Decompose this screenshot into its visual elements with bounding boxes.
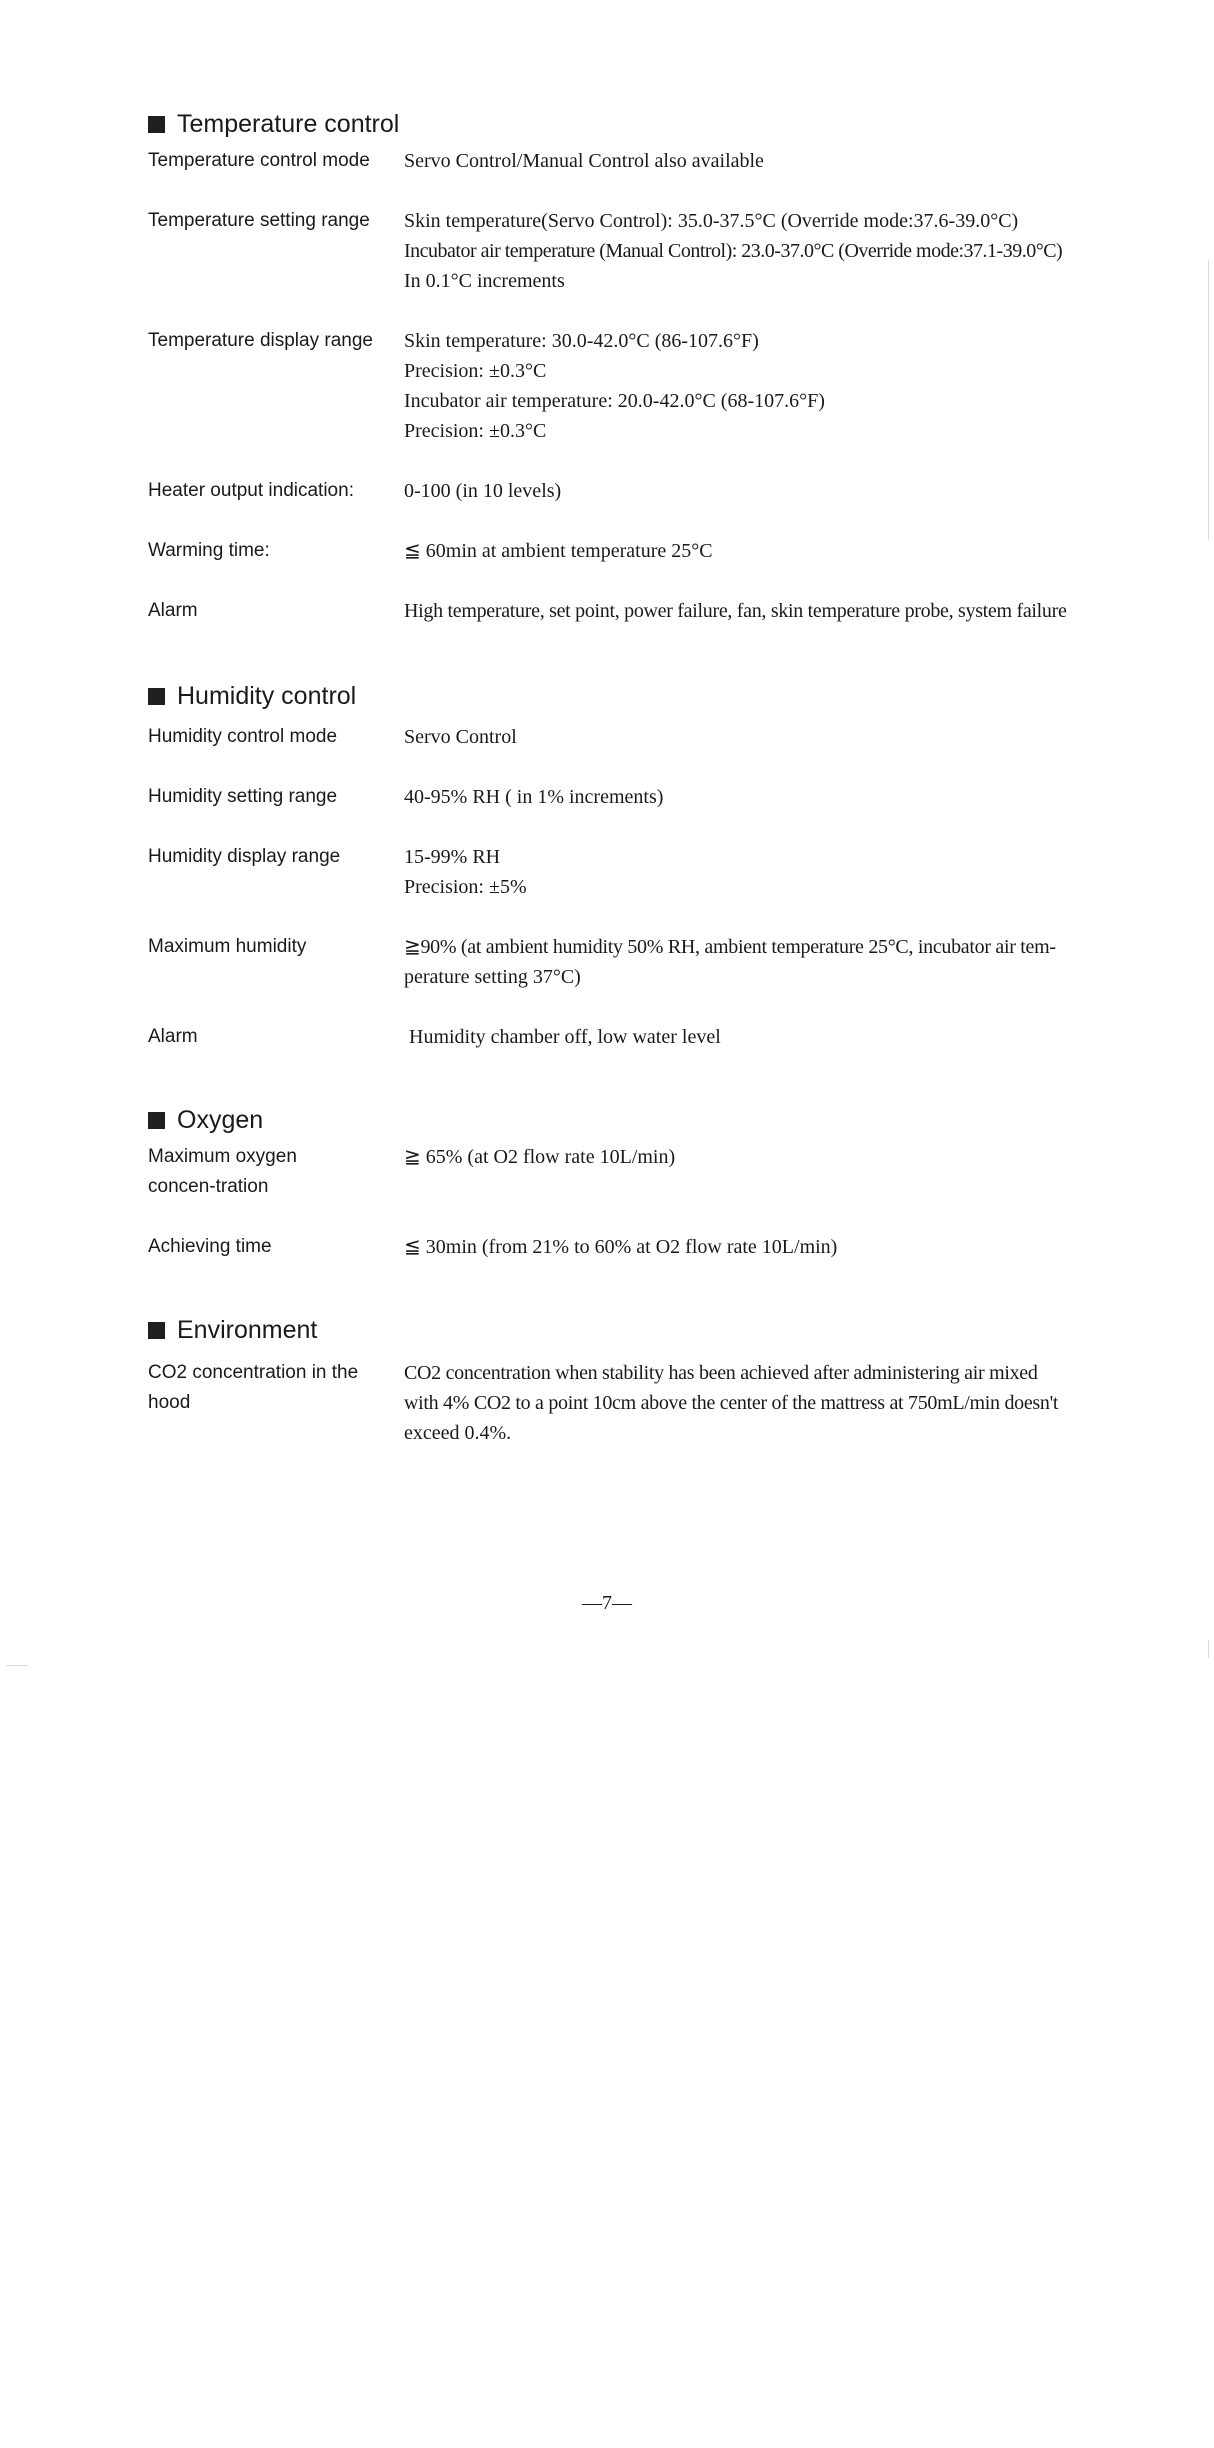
spec-value-line: ≧ 65% (at O2 flow rate 10L/min) — [404, 1146, 676, 1168]
spec-value-line: Precision: ±0.3°C — [404, 360, 547, 382]
spec-row — [148, 842, 1138, 902]
spec-value — [404, 842, 1138, 902]
spec-value-line: CO2 concentration when stability has been achieved after administering air mixed — [404, 1362, 1038, 1384]
spec-row — [148, 536, 1138, 566]
section-oxygen — [148, 1100, 1138, 1310]
spec-value-line: exceed 0.4%. — [404, 1422, 512, 1444]
spec-label: Temperature display range — [148, 330, 373, 351]
scan-edge-mark — [6, 1665, 28, 1666]
spec-value — [404, 1358, 1138, 1448]
spec-label: Humidity display range — [148, 846, 341, 867]
spec-value — [404, 1022, 1138, 1052]
spec-value — [404, 1232, 1138, 1262]
spec-value-line: High temperature, set point, power failure, fan, skin temperature probe, system failure — [404, 600, 1067, 622]
spec-row — [148, 1232, 1138, 1262]
spec-value-line: Servo Control — [404, 726, 517, 748]
spec-value — [404, 722, 1138, 752]
square-bullet-icon — [148, 1322, 165, 1339]
section-heading — [148, 676, 1138, 716]
spec-row — [148, 1358, 1138, 1448]
spec-value — [404, 782, 1138, 812]
spec-value — [404, 536, 1138, 566]
section-heading — [148, 1100, 1138, 1140]
spec-row — [148, 476, 1138, 506]
spec-row — [148, 1022, 1138, 1052]
spec-value-line: perature setting 37°C) — [404, 966, 581, 988]
spec-value-line: 0-100 (in 10 levels) — [404, 480, 562, 502]
spec-label: Humidity control mode — [148, 726, 338, 747]
spec-value-line: Humidity chamber off, low water level — [404, 1026, 721, 1048]
spec-value-line: 40-95% RH ( in 1% increments) — [404, 786, 664, 808]
spec-value — [404, 1142, 1138, 1172]
section-title: Temperature control — [177, 109, 400, 138]
spec-row — [148, 932, 1138, 992]
square-bullet-icon — [148, 116, 165, 133]
spec-value-line: Incubator air temperature: 20.0-42.0°C (68-107.6°F) — [404, 390, 825, 412]
spec-row — [148, 782, 1138, 812]
spec-value-line: ≦ 60min at ambient temperature 25°C — [404, 540, 713, 562]
spec-value-line: Skin temperature: 30.0-42.0°C (86-107.6°F) — [404, 330, 759, 352]
scan-edge-mark — [1208, 1640, 1209, 1658]
section-environment — [148, 1310, 1138, 1448]
section-temperature-control — [148, 104, 1138, 676]
document-page — [148, 104, 1138, 1448]
spec-value — [404, 932, 1138, 992]
page-number: —7— — [582, 1592, 632, 1614]
spec-label: Humidity setting range — [148, 786, 338, 807]
section-title: Environment — [177, 1315, 318, 1344]
spec-row — [148, 326, 1138, 446]
spec-row — [148, 1142, 1138, 1202]
spec-value — [404, 476, 1138, 506]
spec-value-line: 15-99% RH — [404, 846, 501, 868]
spec-value — [404, 146, 1138, 176]
spec-value-line: Incubator air temperature (Manual Control): 23.0-37.0°C (Override mode:37.1-39.0°C) — [404, 240, 1063, 262]
spec-value-line: Servo Control/Manual Control also available — [404, 150, 764, 172]
spec-row — [148, 206, 1138, 296]
spec-row — [148, 146, 1138, 176]
spec-value — [404, 596, 1138, 626]
spec-label: Maximum humidity — [148, 936, 307, 957]
spec-label: CO2 concentration in the hood — [148, 1362, 359, 1413]
spec-label: Temperature setting range — [148, 210, 370, 231]
spec-label: Alarm — [148, 600, 198, 621]
spec-value-line: ≧90% (at ambient humidity 50% RH, ambient temperature 25°C, incubator air tem- — [404, 936, 1056, 958]
spec-value-line: ≦ 30min (from 21% to 60% at O2 flow rate 10L/min) — [404, 1236, 838, 1258]
spec-value-line: In 0.1°C increments — [404, 270, 565, 292]
spec-value — [404, 326, 1138, 446]
section-title: Humidity control — [177, 681, 357, 710]
spec-label: Maximum oxygen concen-tration — [148, 1146, 297, 1197]
section-title: Oxygen — [177, 1105, 264, 1134]
spec-value-line: Precision: ±5% — [404, 876, 527, 898]
spec-value-line: Skin temperature(Servo Control): 35.0-37.5°C (Override mode:37.6-39.0°C) — [404, 210, 1019, 232]
spec-value-line: Precision: ±0.3°C — [404, 420, 547, 442]
spec-value — [404, 206, 1138, 296]
spec-label: Alarm — [148, 1026, 198, 1047]
spec-row — [148, 722, 1138, 752]
spec-label: Temperature control mode — [148, 150, 370, 171]
section-humidity-control — [148, 676, 1138, 1100]
square-bullet-icon — [148, 688, 165, 705]
spec-label: Warming time: — [148, 540, 270, 561]
spec-label: Achieving time — [148, 1236, 272, 1257]
scan-edge-mark — [1208, 260, 1209, 540]
spec-label: Heater output indication: — [148, 480, 354, 501]
section-heading — [148, 104, 1138, 144]
spec-row — [148, 596, 1138, 626]
square-bullet-icon — [148, 1112, 165, 1129]
spec-value-line: with 4% CO2 to a point 10cm above the center of the mattress at 750mL/min doesn't — [404, 1392, 1059, 1414]
section-heading — [148, 1310, 1138, 1350]
